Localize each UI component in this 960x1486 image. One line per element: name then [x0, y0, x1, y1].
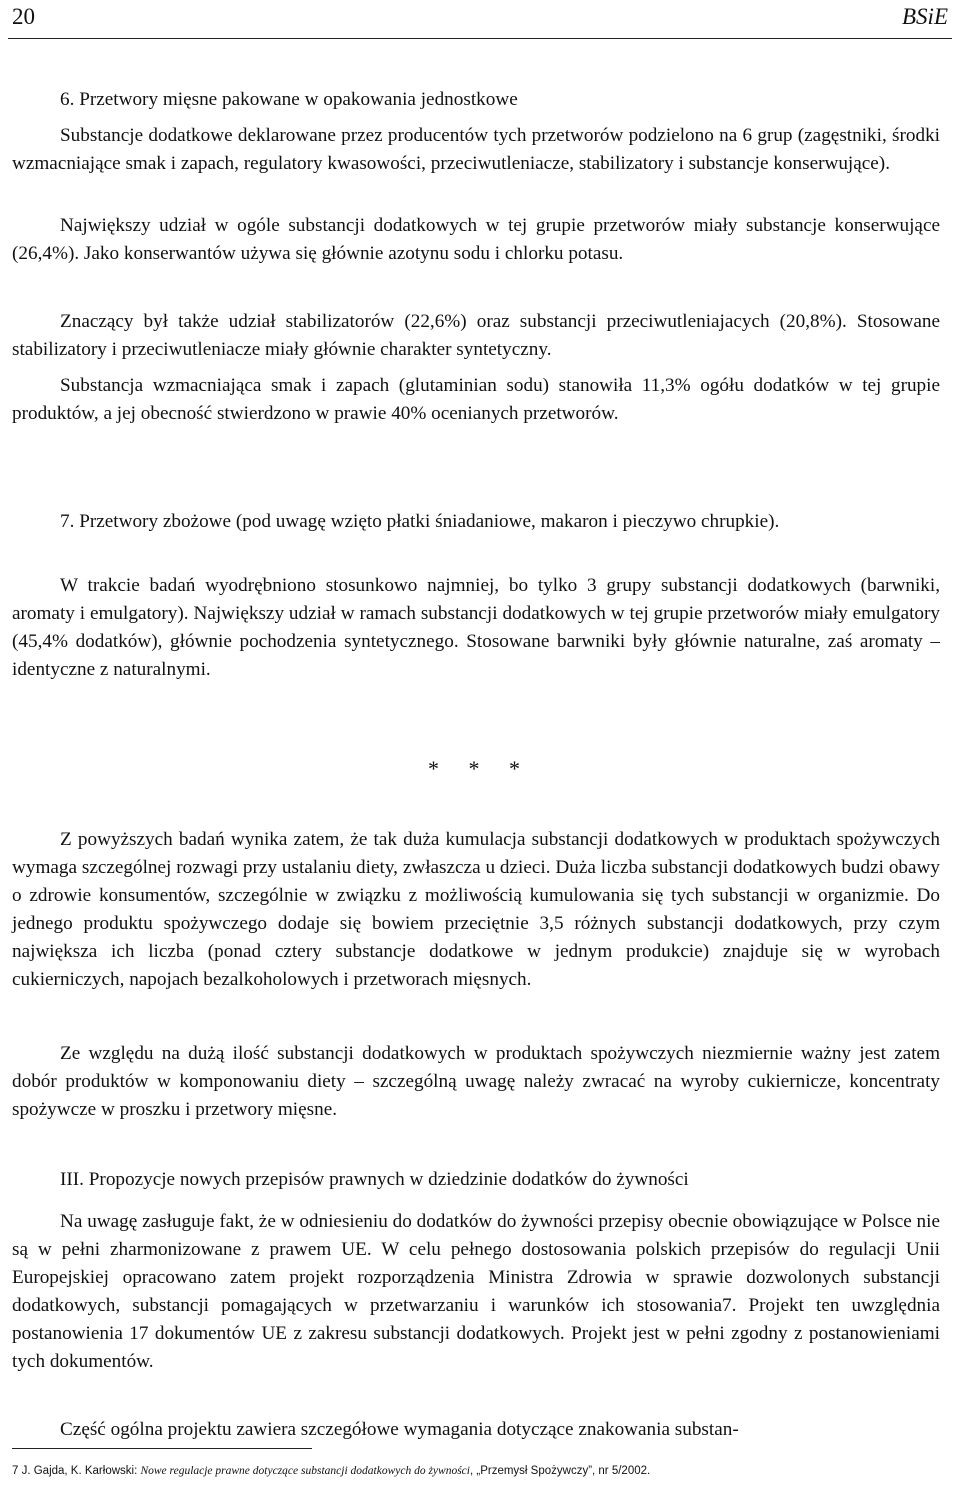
conclusion-paragraph-2: Ze względu na dużą ilość substancji dodatkowych w produktach spożywczych niezmiernie ważny jest zatem dobór produktów w komponowaniu diety – szczególną uwagę należy zwracać na wyroby cukiernicze, koncentraty spożywcze w proszku i przetwory mięsne.	[12, 1043, 940, 1120]
section-6-paragraph-2: Największy udział w ogóle substancji dodatkowych w tej grupie przetworów miały substancje konserwujące (26,4%). Jako konserwantów używa się głównie azotynu sodu i chlorku potasu.	[12, 215, 940, 264]
footnote-suffix: , „Przemysł Spożywczy”, nr 5/2002.	[469, 1465, 651, 1477]
journal-name: BSiE	[902, 4, 948, 29]
section-III-paragraph-2: Część ogólna projektu zawiera szczegółowe wymagania dotyczące znakowania substan-	[60, 1419, 739, 1440]
section-6-title: 6. Przetwory mięsne pakowane w opakowania jednostkowe	[60, 89, 518, 110]
section-III-paragraph-1: Na uwagę zasługuje fakt, że w odniesieniu do dodatków do żywności przepisy obecnie obowiązujące w Polsce nie są w pełni zharmonizowane z prawem UE. W celu pełnego dostosowania polskich przepisów do regulacji Unii Europejskiej opracowano zatem projekt rozporządzenia Ministra Zdrowia w sprawie dozwolonych substancji dodatkowych, substancji pomagających w przetwarzaniu i warunków ich stosowania7. Projekt ten uwzględnia postanowienia 17 dokumentów UE z zakresu substancji dodatkowych. Projekt jest w pełni zgodny z postanowieniami tych dokumentów.	[12, 1211, 940, 1372]
header-rule	[8, 38, 952, 39]
page-number: 20	[12, 4, 35, 29]
footnote-title: Nowe regulacje prawne dotyczące substancji dodatkowych do żywności	[140, 1465, 470, 1477]
section-separator: * * *	[428, 756, 532, 781]
section-7-paragraph-1: W trakcie badań wyodrębniono stosunkowo najmniej, bo tylko 3 grupy substancji dodatkowych (barwniki, aromaty i emulgatory). Największy udział w ramach substancji dodatkowych w tej grupie przetworów miały emulgatory (45,4% dodatków), głównie pochodzenia syntetycznego. Stosowane barwniki były głównie naturalne, zaś aromaty – identyczne z naturalnymi.	[12, 575, 940, 680]
section-III-title: III. Propozycje nowych przepisów prawnych w dziedzinie dodatków do żywności	[60, 1169, 689, 1190]
footnote-prefix: 7 J. Gajda, K. Karłowski:	[12, 1465, 141, 1477]
conclusion-paragraph-1: Z powyższych badań wynika zatem, że tak duża kumulacja substancji dodatkowych w produktach spożywczych wymaga szczególnej rozwagi przy ustalaniu diety, zwłaszcza u dzieci. Duża liczba substancji dodatkowych budzi obawy o zdrowie konsumentów, szczególnie w związku z możliwością kumulowania się tych substancji w organizmie. Do jednego produktu spożywczego dodaje się bowiem przeciętnie 3,5 różnych substancji dodatkowych, przy czym największa ich liczba (ponad cztery substancje dodatkowe w jednym produkcie) znajduje się w wyrobach cukierniczych, napojach bezalkoholowych i przetworach mięsnych.	[12, 829, 940, 990]
section-7-title: 7. Przetwory zbożowe (pod uwagę wzięto płatki śniadaniowe, makaron i pieczywo chrupkie).	[60, 511, 780, 532]
section-6-paragraph-3: Znaczący był także udział stabilizatorów (22,6%) oraz substancji przeciwutleniajacych (20,8%). Stosowane stabilizatory i przeciwutleniacze miały głównie charakter syntetyczny.	[12, 311, 940, 360]
page-header	[0, 0, 960, 40]
section-6-paragraph-4: Substancja wzmacniająca smak i zapach (glutaminian sodu) stanowiła 11,3% ogółu dodatków w tej grupie produktów, a jej obecność stwierdzono w prawie 40% ocenianych przetworów.	[12, 375, 940, 424]
section-6-paragraph-1: Substancje dodatkowe deklarowane przez producentów tych przetworów podzielono na 6 grup (zagęstniki, środki wzmacniające smak i zapach, regulatory kwasowości, przeciwutleniacze, stabilizatory i substancje konserwujące).	[12, 125, 940, 174]
footnote	[12, 1464, 942, 1478]
footnote-rule	[12, 1448, 312, 1449]
